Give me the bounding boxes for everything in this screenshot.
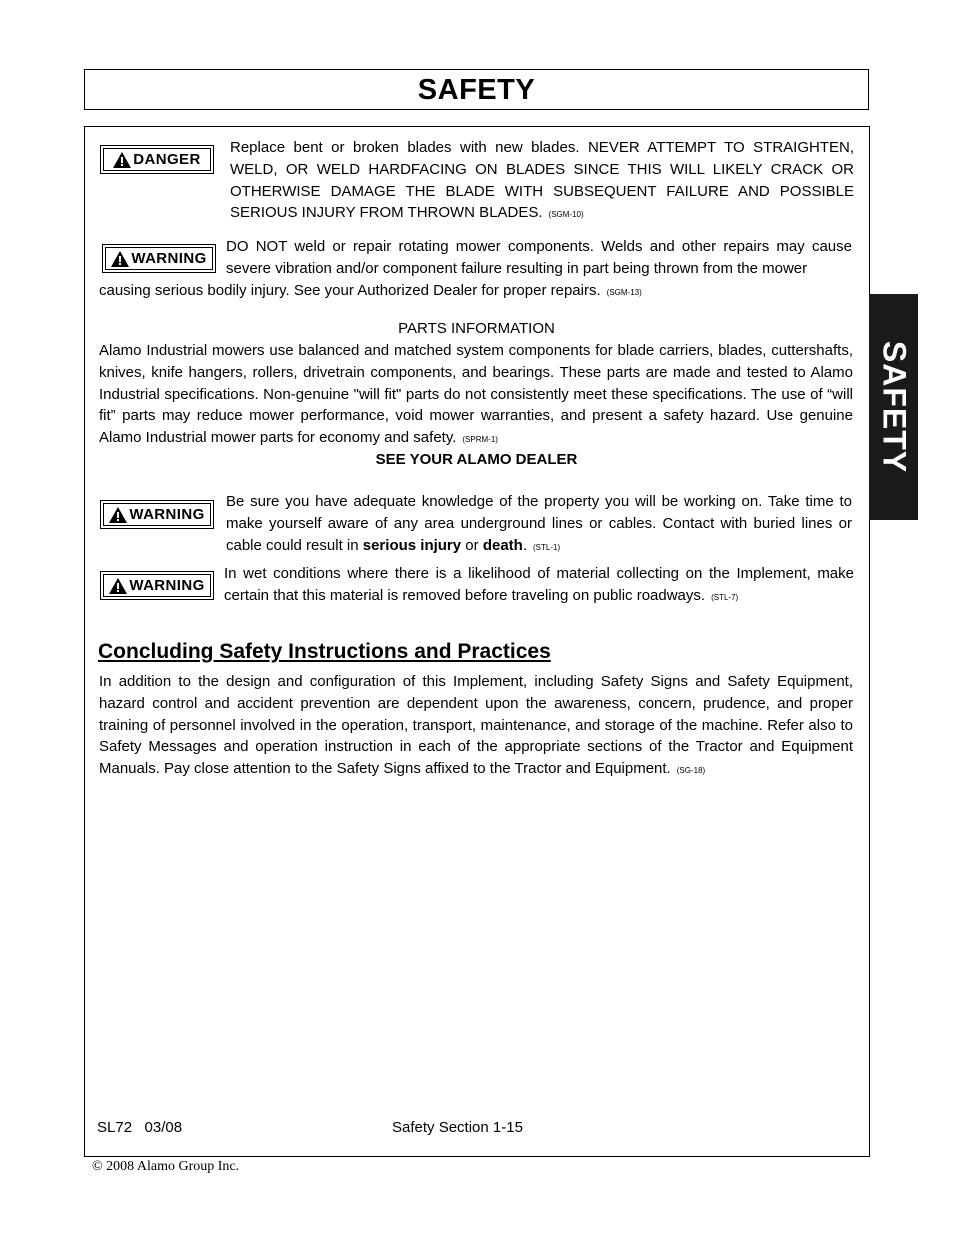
danger-code: (SGM-10) (548, 210, 584, 220)
warning-3-bold-2: death (482, 536, 523, 554)
danger-badge (100, 145, 214, 174)
copyright-notice: © 2008 Alamo Group Inc. (92, 1159, 240, 1174)
hazard-triangle-icon (109, 507, 127, 523)
concluding-code: (SG-18) (676, 766, 706, 776)
warning-3-code: (STL-1) (533, 542, 561, 552)
warning-1-text-rest: causing serious bodily injury. See your Authorized Dealer for proper repairs. (99, 282, 601, 299)
hazard-triangle-icon (113, 152, 131, 168)
page-title: SAFETY (417, 74, 536, 106)
section-tab (869, 294, 918, 520)
section-tab-label: SAFETY (876, 340, 912, 474)
danger-text: Replace bent or broken blades with new blades. NEVER ATTEMPT TO STRAIGHTEN, WELD, OR WELD HARDFACING ON BLADES SINCE THIS WILL LIKELY CRACK OR OTHERWISE DAMAGE THE BLADE WITH SUBSEQUENT FAILURE AND POSSIBLE SERIOUS INJURY FROM THROWN BLADES. (230, 139, 854, 222)
warning-1-text-rest-block (99, 280, 859, 304)
danger-text-block (230, 137, 854, 226)
parts-code: (SPRM-1) (462, 435, 498, 445)
footer-model-date: SL72 03/08 (97, 1119, 183, 1136)
warning-1-text-first: DO NOT weld or repair rotating mower components. Welds and other repairs may cause severe vibration and/or component failure resulting in part being thrown from the mower (226, 238, 852, 277)
warning-badge-label: WARNING (129, 577, 205, 594)
parts-text: Alamo Industrial mowers use balanced and matched system components for blade carriers, blades, cuttershafts, knives, knife hangers, rollers, drivetrain components, and bearings. These parts are made and tested to Alamo Industrial specifications. Non-genuine "will fit" parts do not consistently meet these specifications. The use of “will fit” parts may reduce mower performance, void mower warranties, and present a safety hazard. Use genuine Alamo Industrial mower parts for economy and safety. (99, 342, 853, 447)
parts-text-block (99, 340, 853, 451)
concluding-text-block (99, 671, 853, 782)
warning-3-or: or (465, 536, 479, 554)
warning-3-text-block (226, 491, 852, 558)
hazard-triangle-icon (109, 578, 127, 594)
parts-title: PARTS INFORMATION (398, 320, 555, 337)
section-heading: Concluding Safety Instructions and Practices (98, 640, 551, 663)
warning-badge-1 (102, 244, 216, 273)
header-box (84, 69, 869, 110)
warning-4-code: (STL-7) (711, 592, 739, 602)
warning-3-text: Be sure you have adequate knowledge of the property you will be working on. Take time to make yourself aware of any area underground lines or cables. Contact with buried lines or cable could result in (226, 493, 852, 554)
warning-badge-label: WARNING (131, 250, 207, 267)
hazard-triangle-icon (111, 251, 129, 267)
warning-badge-3 (100, 500, 214, 529)
parts-dealer: SEE YOUR ALAMO DEALER (375, 451, 578, 468)
danger-badge-label: DANGER (133, 151, 201, 168)
warning-3-end: . (522, 536, 527, 554)
concluding-text: In addition to the design and configuration of this Implement, including Safety Signs and Safety Equipment, hazard control and accident prevention are dependent upon the awareness, concern, prudence, and proper training of personnel involved in the operation, transport, maintenance, and storage of the machine. Refer also to Safety Messages and operation instruction in each of the appropriate sections of the Tractor and Equipment Manuals. Pay close attention to the Safety Signs affixed to the Tractor and Equipment. (99, 673, 853, 778)
warning-badge-label: WARNING (129, 506, 205, 523)
warning-4-text-block (224, 563, 854, 609)
warning-1-code: (SGM-13) (606, 288, 642, 297)
footer-page-number: Safety Section 1-15 (392, 1119, 523, 1136)
warning-badge-4 (100, 571, 214, 600)
warning-3-bold-1: serious injury (362, 536, 462, 554)
warning-4-text: In wet conditions where there is a likelihood of material collecting on the Implement, make certain that this material is removed before traveling on public roadways. (224, 565, 854, 604)
